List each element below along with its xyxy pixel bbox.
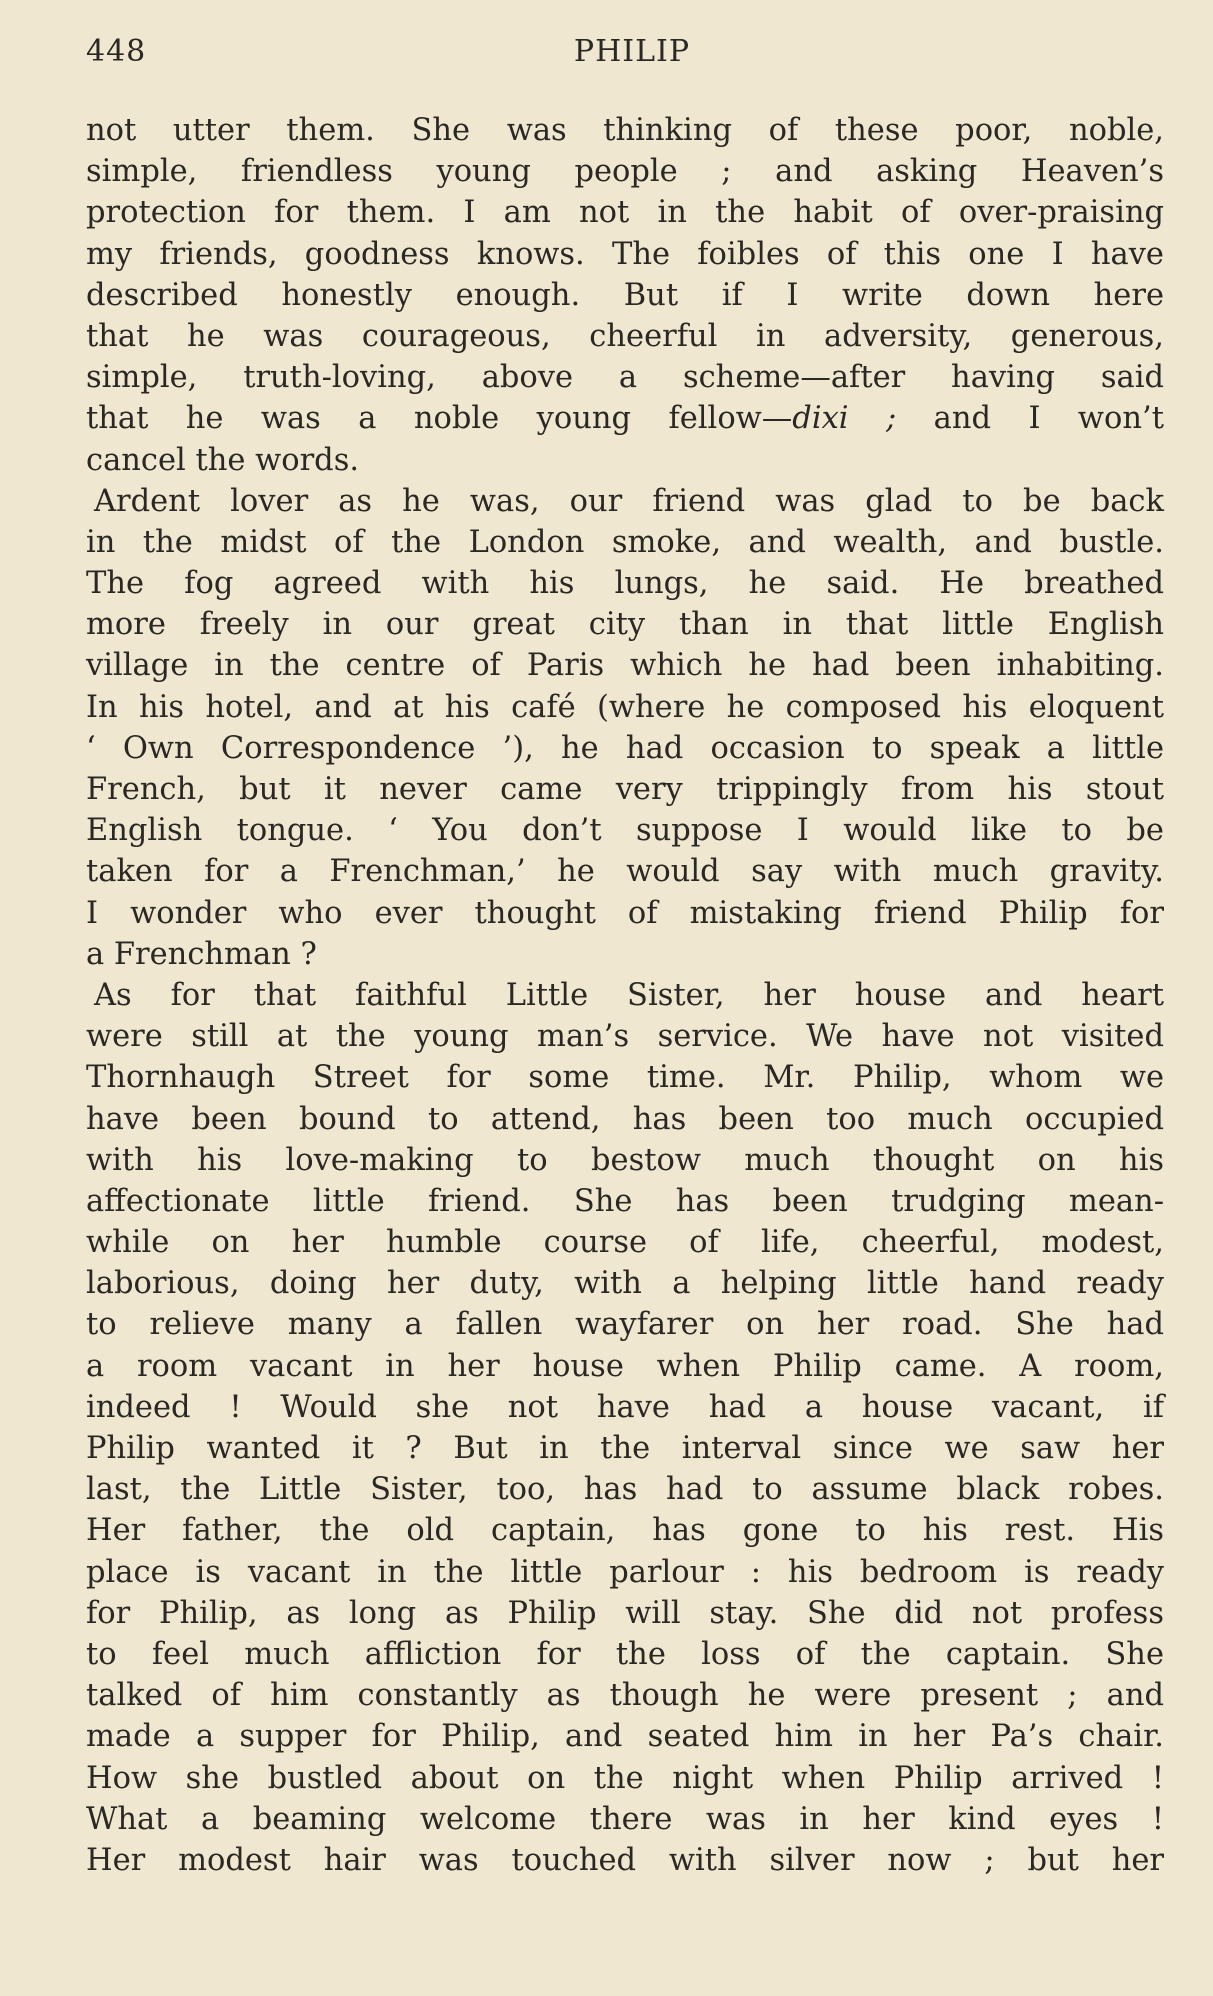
text-line: As for that faithful Little Sister, her house and heart: [94, 977, 1164, 1013]
body-text: [86, 110, 1164, 1881]
text-line: not utter them. She was thinking of these poor, noble,: [86, 113, 1164, 148]
text-line: ‘ Own Correspondence ’), he had occasion to speak a little: [86, 730, 1164, 766]
text-line: described honestly enough. But if I write down here: [86, 277, 1164, 313]
text-line: I wonder who ever thought of mistaking friend Philip for: [86, 895, 1164, 931]
text-line: Philip wanted it ? But in the interval since we saw her: [86, 1431, 1164, 1466]
text-line: village in the centre of Paris which he had been inhabiting.: [86, 648, 1164, 684]
italic-phrase: dixi ;: [792, 401, 897, 437]
text-segment: that he was a noble young fellow—: [86, 401, 793, 437]
text-line: were still at the young man’s service. We have not visited: [86, 1019, 1164, 1055]
text-line: protection for them. I am not in the habit of over-praising: [86, 195, 1164, 231]
text-line: Her modest hair was touched with silver now ; but her: [86, 1842, 1164, 1878]
text-line: last, the Little Sister, too, has had to assume black robes.: [86, 1472, 1164, 1508]
text-line: cancel the words.: [86, 442, 360, 478]
text-line: that he was courageous, cheerful in adversity, generous,: [86, 318, 1164, 354]
text-line: to feel much affliction for the loss of the captain. She: [86, 1636, 1164, 1672]
text-line: made a supper for Philip, and seated him in her Pa’s chair.: [86, 1719, 1164, 1755]
text-line: French, but it never came very trippingly from his stout: [86, 772, 1164, 807]
text-line: laborious, doing her duty, with a helping little hand ready: [86, 1266, 1164, 1302]
page-number: 448: [86, 34, 147, 69]
text-line: simple, truth-loving, above a scheme—after having said: [86, 360, 1164, 396]
running-title: PHILIP: [573, 34, 691, 69]
text-line: with his love-making to bestow much thought on his: [86, 1142, 1164, 1178]
text-line: What a beaming welcome there was in her kind eyes !: [86, 1801, 1164, 1837]
text-line: a Frenchman ?: [86, 936, 317, 972]
text-line: in the midst of the London smoke, and wealth, and bustle.: [86, 524, 1164, 560]
text-line: more freely in our great city than in that little English: [86, 607, 1164, 643]
text-line: The fog agreed with his lungs, he said. He breathed: [86, 566, 1164, 602]
text-line: English tongue. ‘ You don’t suppose I would like to be: [86, 813, 1164, 849]
text-line: simple, friendless young people ; and asking Heaven’s: [86, 154, 1164, 190]
text-line: while on her humble course of life, cheerful, modest,: [86, 1225, 1164, 1261]
text-segment: and I won’t: [896, 401, 1164, 437]
text-line: In his hotel, and at his café (where he composed his eloquent: [86, 689, 1164, 725]
text-line: [86, 398, 1164, 439]
text-line: Thornhaugh Street for some time. Mr. Philip, whom we: [86, 1060, 1164, 1096]
text-line: affectionate little friend. She has been trudging mean-: [86, 1183, 1164, 1219]
text-line: to relieve many a fallen wayfarer on her road. She had: [86, 1307, 1164, 1343]
text-line: Her father, the old captain, has gone to his rest. His: [86, 1513, 1164, 1549]
text-line: talked of him constantly as though he were present ; and: [86, 1678, 1164, 1714]
page-header: [86, 34, 1164, 78]
text-line: for Philip, as long as Philip will stay. She did not profess: [86, 1595, 1164, 1631]
text-line: a room vacant in her house when Philip came. A room,: [86, 1348, 1164, 1384]
text-line: my friends, goodness knows. The foibles of this one I have: [86, 236, 1164, 272]
text-line: taken for a Frenchman,’ he would say with much gravity.: [86, 854, 1164, 890]
text-line: have been bound to attend, has been too much occupied: [86, 1101, 1164, 1137]
text-line: indeed ! Would she not have had a house vacant, if: [86, 1389, 1164, 1425]
text-line: Ardent lover as he was, our friend was glad to be back: [94, 483, 1164, 519]
text-line: How she bustled about on the night when Philip arrived !: [86, 1760, 1164, 1796]
text-line: place is vacant in the little parlour : his bedroom is ready: [86, 1554, 1164, 1590]
